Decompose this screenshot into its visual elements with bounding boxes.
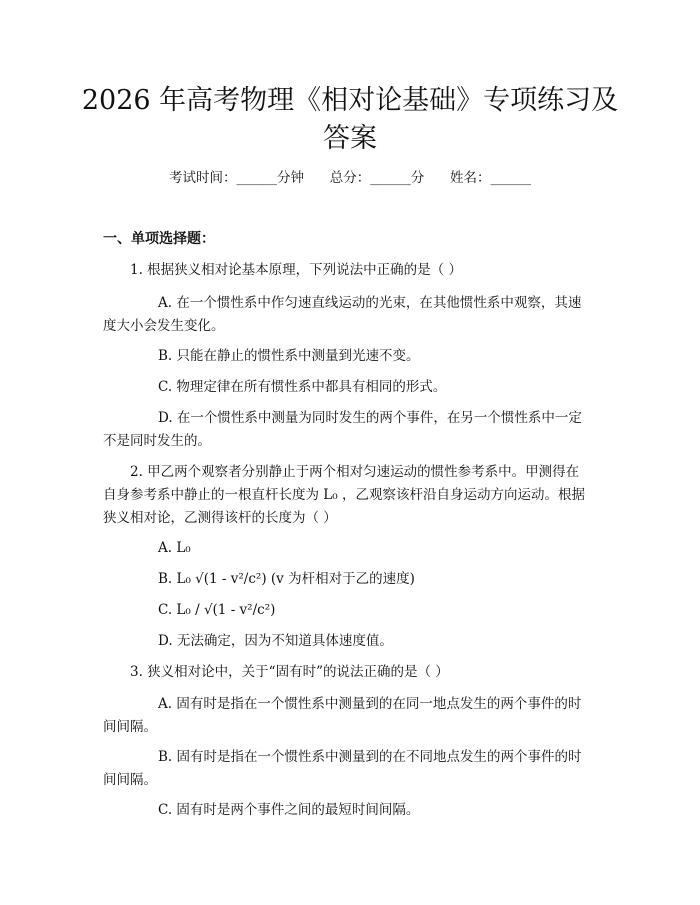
question-1-option-d: D. 在一个惯性系中测量为同时发生的两个事件，在另一个惯性系中一定 bbox=[158, 410, 582, 426]
question-2-stem-cont-2: 狭义相对论，乙测得该杆的长度为（ ） bbox=[103, 510, 337, 526]
question-3-stem: 3. 狭义相对论中，关于“固有时”的说法正确的是（ ） bbox=[130, 664, 449, 680]
exam-meta-line: 考试时间：______分钟 总分：______分 姓名：______ bbox=[169, 170, 531, 186]
question-2-option-c: C. L₀ / √(1 - v²/c²) bbox=[158, 602, 276, 618]
question-3-option-c: C. 固有时是两个事件之间的最短时间间隔。 bbox=[158, 802, 420, 818]
question-2-option-a: A. L₀ bbox=[158, 540, 191, 556]
question-1-option-a: A. 在一个惯性系中作匀速直线运动的光束，在其他惯性系中观察，其速 bbox=[158, 295, 582, 311]
question-2-option-b: B. L₀ √(1 - v²/c²) (v 为杆相对于乙的速度) bbox=[158, 571, 415, 587]
question-3-option-a-cont: 间间隔。 bbox=[103, 719, 157, 735]
question-1-stem: 1. 根据狭义相对论基本原理，下列说法中正确的是（ ） bbox=[130, 262, 462, 278]
question-1-option-b: B. 只能在静止的惯性系中测量到光速不变。 bbox=[158, 348, 420, 364]
document-title-line-2: 答案 bbox=[323, 123, 377, 154]
question-2-stem-cont-1: 自身参考系中静止的一根直杆长度为 L₀ ，乙观察该杆沿自身运动方向运动。根据 bbox=[103, 487, 585, 503]
question-2-stem: 2. 甲乙两个观察者分别静止于两个相对匀速运动的惯性参考系中。甲测得在 bbox=[130, 464, 580, 480]
question-2-option-d: D. 无法确定，因为不知道具体速度值。 bbox=[158, 633, 393, 649]
document-title-line-1: 2026 年高考物理《相对论基础》专项练习及 bbox=[81, 85, 619, 116]
question-1-option-c: C. 物理定律在所有惯性系中都具有相同的形式。 bbox=[158, 379, 447, 395]
section-heading: 一、单项选择题： bbox=[103, 231, 215, 247]
question-1-option-a-cont: 度大小会发生变化。 bbox=[103, 318, 225, 334]
question-3-option-b: B. 固有时是指在一个惯性系中测量到的在不同地点发生的两个事件的时 bbox=[158, 749, 582, 765]
question-3-option-a: A. 固有时是指在一个惯性系中测量到的在同一地点发生的两个事件的时 bbox=[158, 696, 582, 712]
question-3-option-b-cont: 间间隔。 bbox=[103, 772, 157, 788]
question-1-option-d-cont: 不是同时发生的。 bbox=[103, 433, 211, 449]
